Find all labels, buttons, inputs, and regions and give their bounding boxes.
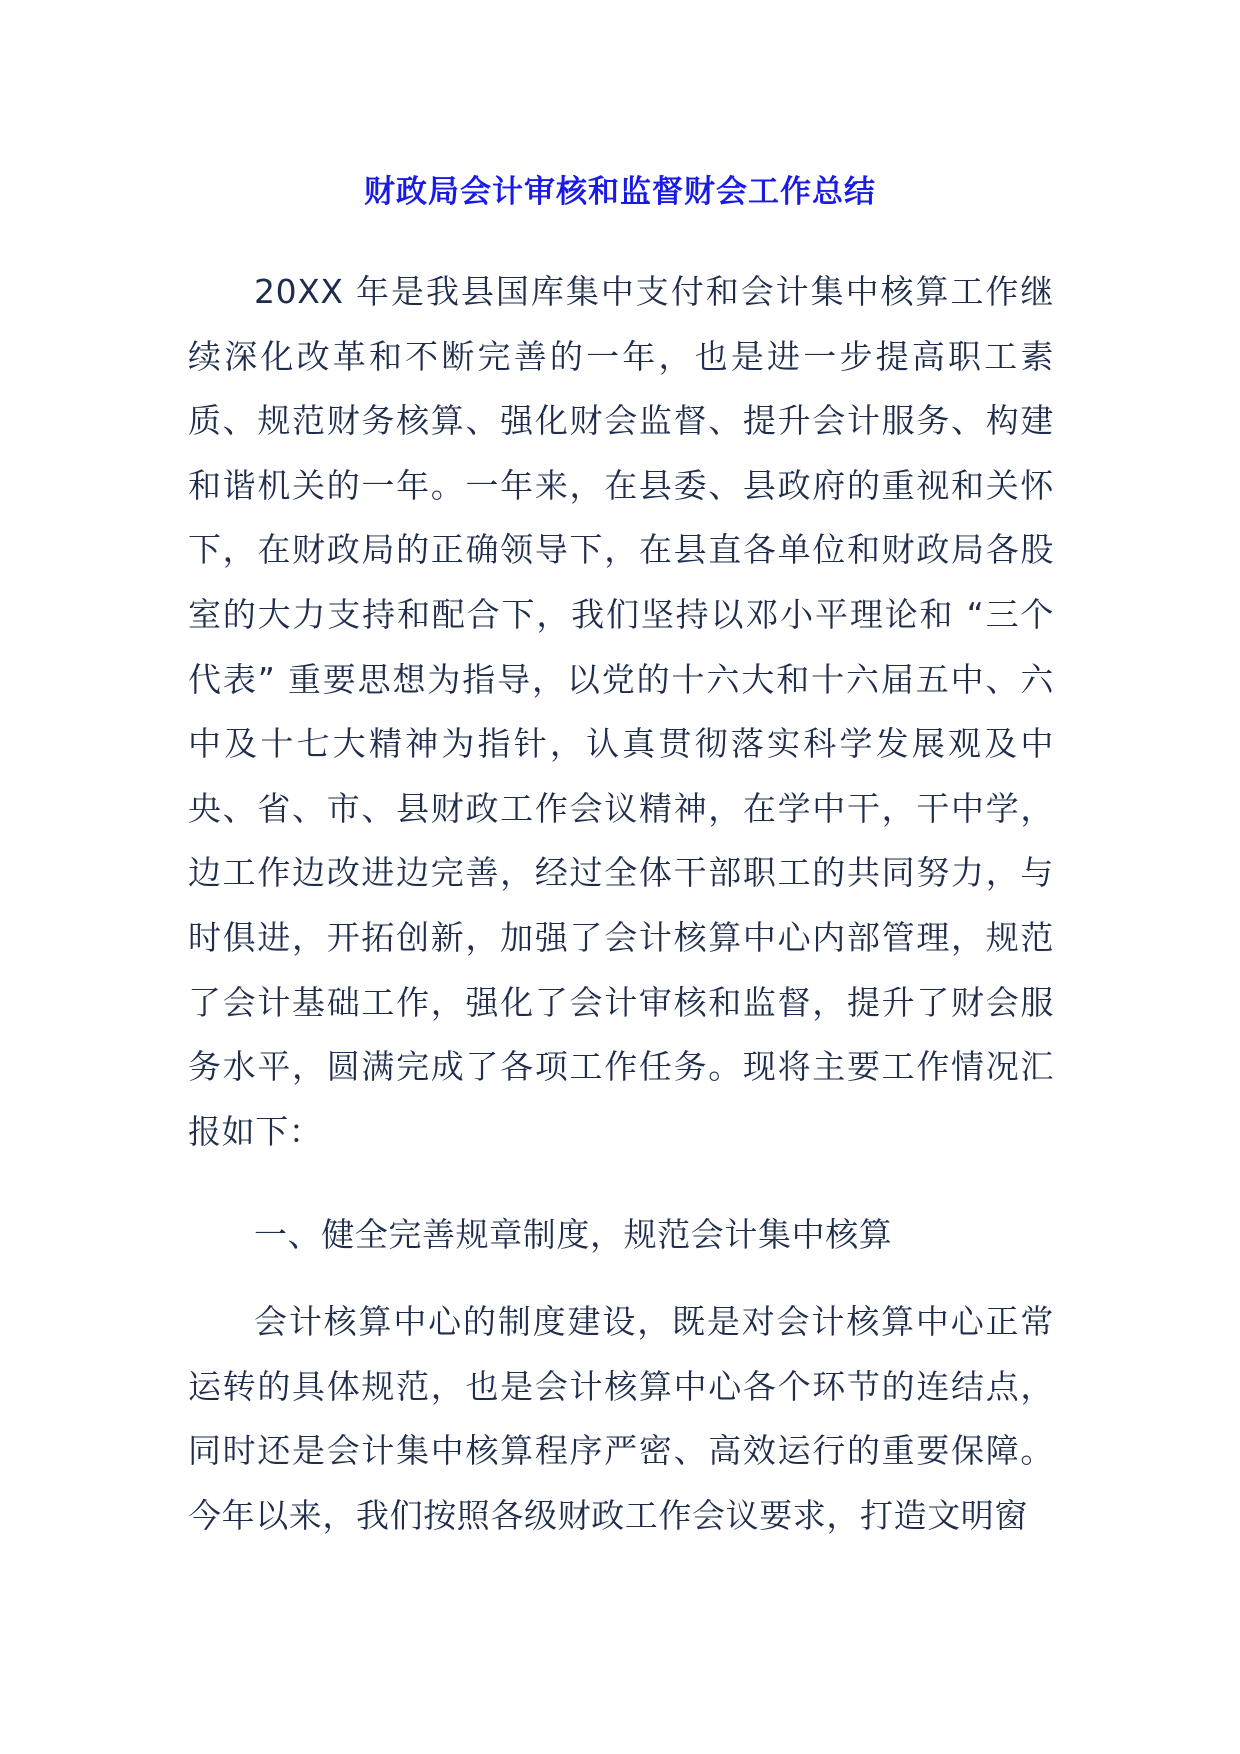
document-title: 财政局会计审核和监督财会工作总结 [364,174,876,210]
body-paragraph-intro: 20XX 年是我县国库集中支付和会计集中核算工作继续深化改革和不断完善的一年，也是进一步提高职工素质、规范财务核算、强化财会监督、提升会计服务、构建和谐机关的一年。一年来，在县委、县政府的重视和关怀下，在财政局的正确领导下，在县直各单位和财政局各股室的大力支持和配合下，我们坚持以邓小平理论和 “三个代表” 重要思想为指导，以党的十六大和十六届五中、六中及十七大精神为指针，认真贯彻落实科学发展观及中央、省、市、县财政工作会议精神，在学中干，干中学，边工作边改进边完善，经过全体干部职工的共同努力，与时俱进，开拓创新，加强了会计核算中心内部管理，规范了会计基础工作，强化了会计审核和监督，提升了财会服务水平，圆满完成了各项工作任务。现将主要工作情况汇报如下： [188,272,1054,1151]
body-paragraph-section-1: 会计核算中心的制度建设，既是对会计核算中心正常运转的具体规范，也是会计核算中心各个环节的连结点，同时还是会计集中核算程序严密、高效运行的重要保障。今年以来，我们按照各级财政工作会议要求，打造文明窗 [188,1302,1054,1535]
section-heading-1: 一、健全完善规章制度，规范会计集中核算 [254,1215,893,1254]
